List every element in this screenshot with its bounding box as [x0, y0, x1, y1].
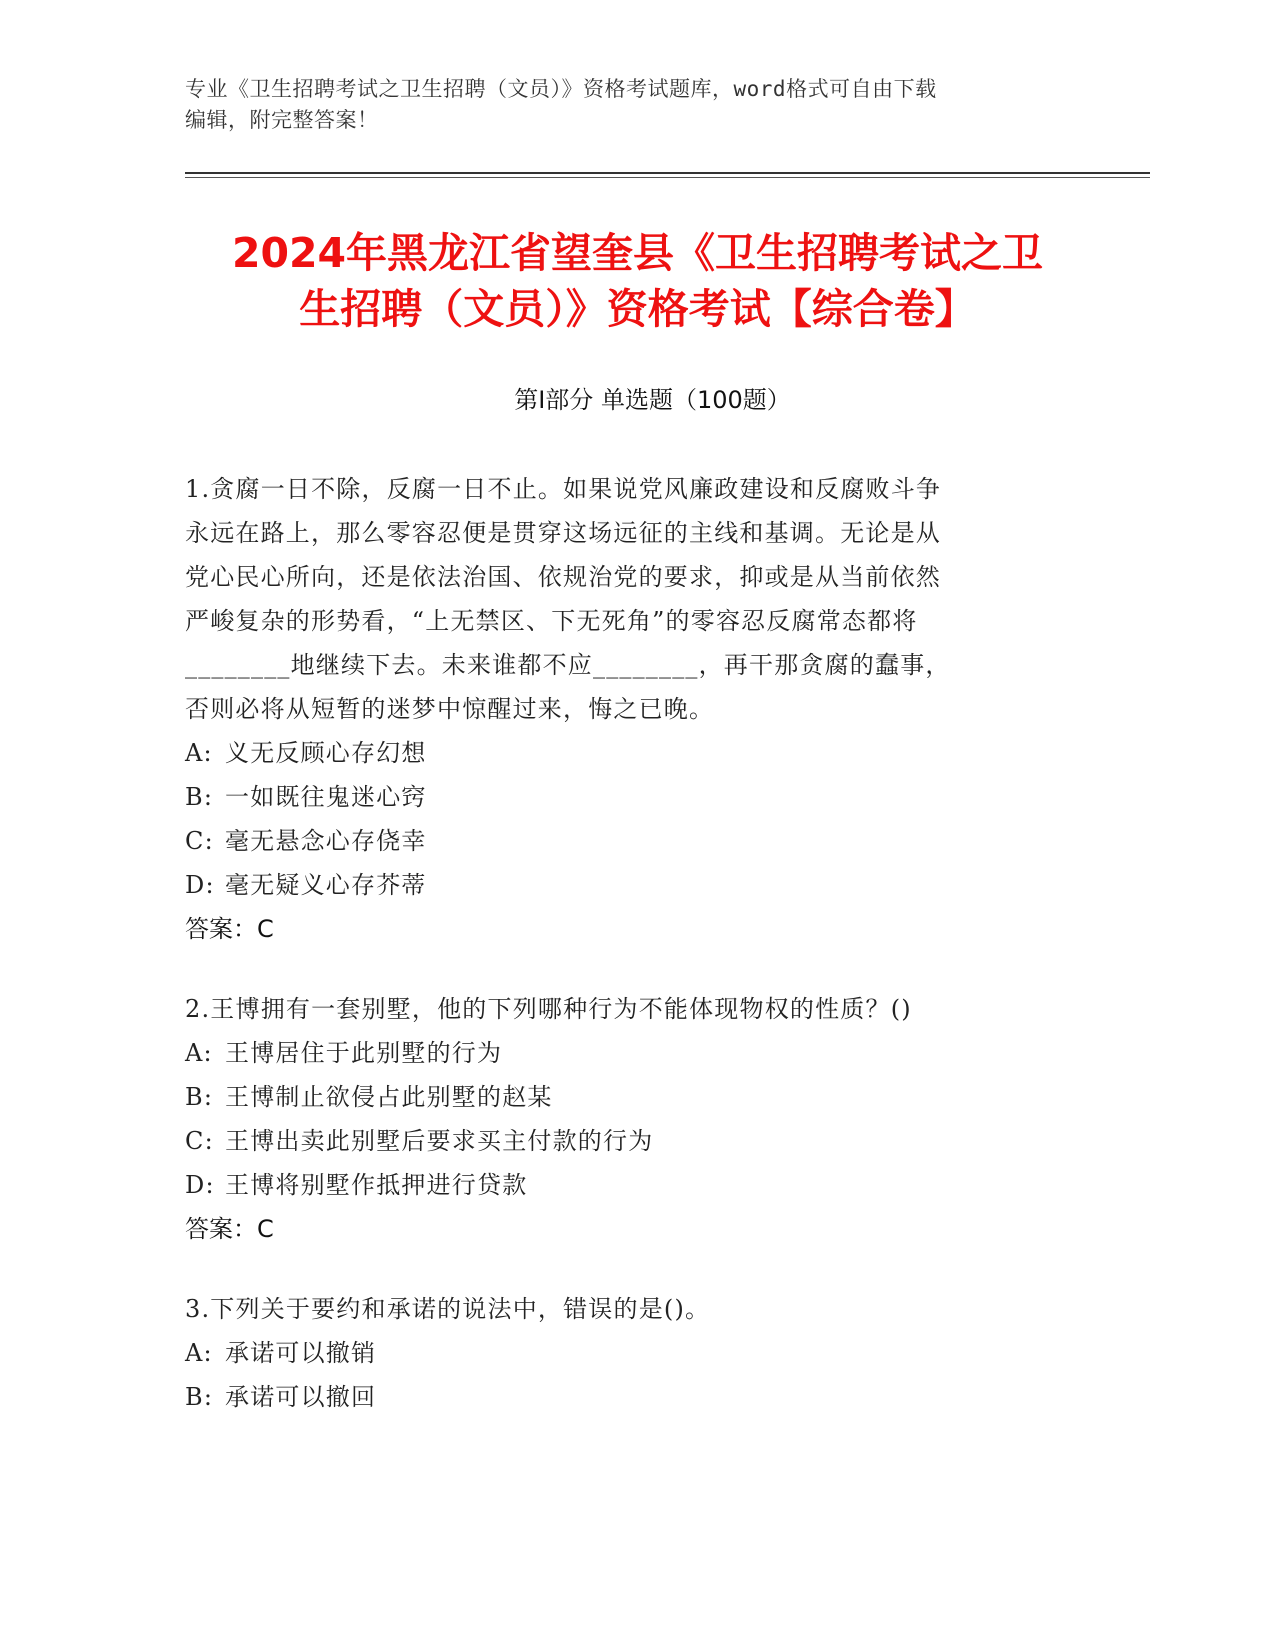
question-stem-line: 严峻复杂的形势看，“上无禁区、下无死角”的零容忍反腐常态都将 [185, 607, 918, 635]
option-text: 毫无悬念心存侥幸 [225, 827, 427, 855]
answer-option [185, 1375, 1085, 1419]
answer-option [185, 819, 1085, 863]
option-letter: D: [185, 871, 215, 899]
question-list [185, 467, 1085, 1455]
section-heading: 第Ⅰ部分 单选题（100题） [514, 386, 791, 414]
question-stem-line: 3.下列关于要约和承诺的说法中，错误的是()。 [185, 1295, 711, 1323]
option-text: 王博制止欲侵占此别墅的赵某 [225, 1083, 553, 1111]
document-title [170, 225, 1105, 337]
option-text: 一如既往鬼迷心窍 [225, 783, 427, 811]
question-stem-line: 永远在路上，那么零容忍便是贯穿这场远征的主线和基调。无论是从 [185, 519, 941, 547]
option-letter: A: [185, 1339, 213, 1367]
question-1 [185, 467, 1085, 951]
answer-option [185, 775, 1085, 819]
answer-option [185, 1075, 1085, 1119]
option-letter: A: [185, 1039, 213, 1067]
option-letter: B: [185, 783, 214, 811]
option-letter: C: [185, 827, 214, 855]
answer-option [185, 1163, 1085, 1207]
option-text: 王博将别墅作抵押进行贷款 [225, 1171, 528, 1199]
question-3 [185, 1287, 1085, 1419]
option-text: 王博出卖此别墅后要求买主付款的行为 [225, 1127, 654, 1155]
answer-option [185, 1119, 1085, 1163]
answer-option [185, 731, 1085, 775]
document-title-line-1: 2024年黑龙江省望奎县《卫生招聘考试之卫 [231, 229, 1044, 277]
question-stem-line: 1.贪腐一日不除，反腐一日不止。如果说党风廉政建设和反腐败斗争 [185, 475, 942, 503]
option-letter: A: [185, 739, 213, 767]
question-stem [185, 467, 1085, 731]
answer-key: 答案：C [185, 915, 274, 943]
answer-option [185, 1031, 1085, 1075]
option-letter: C: [185, 1127, 214, 1155]
header-divider-thick [185, 172, 1150, 174]
question-stem-line: 否则必将从短暂的迷梦中惊醒过来，悔之已晚。 [185, 695, 715, 723]
question-stem [185, 1287, 1085, 1331]
header-note [185, 74, 1085, 136]
answer-key: 答案：C [185, 1215, 274, 1243]
question-2 [185, 987, 1085, 1251]
option-letter: B: [185, 1083, 214, 1111]
option-text: 承诺可以撤销 [225, 1339, 377, 1367]
option-text: 义无反顾心存幻想 [225, 739, 427, 767]
header-note-line-2: 编辑，附完整答案！ [185, 108, 379, 132]
option-letter: D: [185, 1171, 215, 1199]
answer-option [185, 863, 1085, 907]
question-stem [185, 987, 1085, 1031]
option-text: 毫无疑义心存芥蒂 [225, 871, 427, 899]
header-divider-thin [185, 177, 1150, 178]
header-note-line-1: 专业《卫生招聘考试之卫生招聘（文员）》资格考试题库，word格式可自由下载 [185, 77, 937, 101]
question-stem-line: 2.王博拥有一套别墅，他的下列哪种行为不能体现物权的性质？() [185, 995, 912, 1023]
option-text: 王博居住于此别墅的行为 [225, 1039, 503, 1067]
document-title-line-2: 生招聘（文员）》资格考试【综合卷】 [299, 285, 976, 333]
question-stem-line: ________地继续下去。未来谁都不应________，再干那贪腐的蠢事， [185, 651, 951, 679]
option-text: 承诺可以撤回 [225, 1383, 377, 1411]
question-stem-line: 党心民心所向，还是依法治国、依规治党的要求，抑或是从当前依然 [185, 563, 941, 591]
answer-option [185, 1331, 1085, 1375]
option-letter: B: [185, 1383, 214, 1411]
